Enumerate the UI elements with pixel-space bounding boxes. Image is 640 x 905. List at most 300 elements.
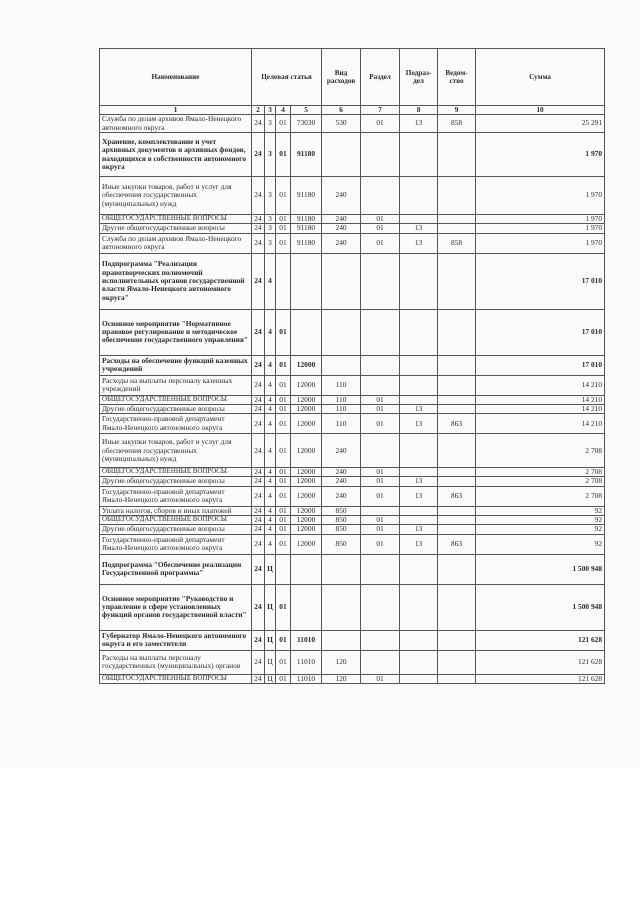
- expense-type-cell: [322, 554, 361, 584]
- row-name-cell: ОБЩЕГОСУДАРСТВЕННЫЕ ВОПРОСЫ: [100, 516, 252, 525]
- code-event-cell: 01: [276, 477, 291, 486]
- department-cell: [438, 477, 476, 486]
- expense-type-cell: 850: [322, 534, 361, 554]
- row-name-cell: Другие общегосударственные вопросы: [100, 525, 252, 534]
- expense-type-cell: [322, 630, 361, 650]
- section-cell: 01: [361, 477, 400, 486]
- department-cell: [438, 630, 476, 650]
- code-program-cell: 24: [252, 584, 265, 630]
- code-event-cell: 01: [276, 395, 291, 404]
- table-row: [100, 133, 605, 177]
- expense-type-cell: 850: [322, 506, 361, 515]
- expense-type-cell: 110: [322, 404, 361, 413]
- sum-cell: 121 628: [476, 650, 605, 674]
- table-row: [100, 253, 605, 309]
- code-subprogram-cell: 4: [265, 486, 276, 506]
- table-row: [100, 177, 605, 215]
- department-cell: [438, 525, 476, 534]
- expense-type-cell: 240: [322, 177, 361, 215]
- sum-cell: 121 628: [476, 674, 605, 683]
- subsection-cell: 13: [400, 414, 438, 434]
- section-cell: 01: [361, 395, 400, 404]
- department-cell: [438, 133, 476, 177]
- code-subprogram-cell: 4: [265, 525, 276, 534]
- row-name-cell: Расходы на обеспечение функций казенных учреждений: [100, 355, 252, 375]
- department-cell: 863: [438, 414, 476, 434]
- subsection-cell: 13: [400, 224, 438, 233]
- subsection-cell: [400, 309, 438, 355]
- sum-cell: 17 010: [476, 253, 605, 309]
- code-subprogram-cell: 4: [265, 516, 276, 525]
- code-subprogram-cell: 4: [265, 477, 276, 486]
- row-name-cell: Служба по делам архивов Ямало-Ненецкого автономного округа: [100, 233, 252, 253]
- department-cell: 858: [438, 233, 476, 253]
- row-name-cell: Губернатор Ямало-Ненецкого автономного округа и его заместители: [100, 630, 252, 650]
- row-name-cell: Государственно-правовой департамент Ямало-Ненецкого автономного округа: [100, 534, 252, 554]
- code-event-cell: 01: [276, 224, 291, 233]
- sum-cell: 1 970: [476, 177, 605, 215]
- header-target-article: Целевая статья: [252, 49, 322, 106]
- department-cell: [438, 177, 476, 215]
- subsection-cell: [400, 554, 438, 584]
- code-program-cell: 24: [252, 224, 265, 233]
- subsection-cell: 13: [400, 477, 438, 486]
- table-row: [100, 486, 605, 506]
- code-program-cell: 24: [252, 177, 265, 215]
- code-event-cell: 01: [276, 506, 291, 515]
- section-cell: [361, 375, 400, 395]
- subsection-cell: 13: [400, 534, 438, 554]
- table-row: [100, 115, 605, 133]
- department-cell: [438, 253, 476, 309]
- row-name-cell: Расходы на выплаты персоналу казенных учреждений: [100, 375, 252, 395]
- expense-type-cell: [322, 253, 361, 309]
- section-cell: [361, 133, 400, 177]
- table-row: [100, 477, 605, 486]
- code-event-cell: 01: [276, 630, 291, 650]
- code-direction-cell: 12000: [291, 395, 322, 404]
- department-cell: 863: [438, 534, 476, 554]
- row-name-cell: ОБЩЕГОСУДАРСТВЕННЫЕ ВОПРОСЫ: [100, 215, 252, 224]
- table-row: [100, 375, 605, 395]
- subsection-cell: [400, 177, 438, 215]
- code-direction-cell: 12000: [291, 355, 322, 375]
- code-program-cell: 24: [252, 115, 265, 133]
- table-row: [100, 309, 605, 355]
- row-name-cell: Государственно-правовой департамент Ямало-Ненецкого автономного округа: [100, 486, 252, 506]
- header-sum: Сумма: [476, 49, 605, 106]
- sum-cell: 17 010: [476, 309, 605, 355]
- column-number: 10: [476, 106, 605, 115]
- code-event-cell: [276, 554, 291, 584]
- code-program-cell: 24: [252, 630, 265, 650]
- subsection-cell: [400, 516, 438, 525]
- code-direction-cell: 12000: [291, 434, 322, 468]
- subsection-cell: [400, 215, 438, 224]
- code-program-cell: 24: [252, 215, 265, 224]
- code-subprogram-cell: 3: [265, 215, 276, 224]
- sum-cell: 1 970: [476, 233, 605, 253]
- expense-type-cell: 850: [322, 525, 361, 534]
- code-direction-cell: 73030: [291, 115, 322, 133]
- department-cell: [438, 395, 476, 404]
- sum-cell: 1 970: [476, 224, 605, 233]
- code-subprogram-cell: Ц: [265, 650, 276, 674]
- code-direction-cell: 11010: [291, 630, 322, 650]
- code-event-cell: [276, 253, 291, 309]
- code-program-cell: 24: [252, 253, 265, 309]
- sum-cell: 14 210: [476, 375, 605, 395]
- section-cell: [361, 650, 400, 674]
- section-cell: 01: [361, 414, 400, 434]
- row-name-cell: Основное мероприятие "Нормативное правовое регулирование и методическое обеспечение государственного управления": [100, 309, 252, 355]
- section-cell: 01: [361, 486, 400, 506]
- subsection-cell: [400, 584, 438, 630]
- code-subprogram-cell: 4: [265, 375, 276, 395]
- expense-type-cell: 120: [322, 674, 361, 683]
- code-event-cell: 01: [276, 650, 291, 674]
- row-name-cell: Другие общегосударственные вопросы: [100, 404, 252, 413]
- row-name-cell: Государственно-правовой департамент Ямало-Ненецкого автономного округа: [100, 414, 252, 434]
- expense-type-cell: 850: [322, 516, 361, 525]
- column-number: 9: [438, 106, 476, 115]
- section-cell: 01: [361, 674, 400, 683]
- code-direction-cell: 91180: [291, 133, 322, 177]
- subsection-cell: 13: [400, 525, 438, 534]
- sum-cell: 92: [476, 516, 605, 525]
- section-cell: 01: [361, 534, 400, 554]
- table-body: [100, 115, 605, 684]
- code-direction-cell: 12000: [291, 477, 322, 486]
- row-name-cell: Хранение, комплектование и учет архивных документов и архивных фондов, находящихся в собственности автономного округа: [100, 133, 252, 177]
- section-cell: 01: [361, 115, 400, 133]
- code-subprogram-cell: Ц: [265, 554, 276, 584]
- row-name-cell: Иные закупки товаров, работ и услуг для обеспечения государственных (муниципальных) нужд: [100, 177, 252, 215]
- section-cell: 01: [361, 215, 400, 224]
- subsection-cell: [400, 395, 438, 404]
- code-event-cell: 01: [276, 434, 291, 468]
- section-cell: 01: [361, 468, 400, 477]
- row-name-cell: Подпрограмма "Обеспечение реализации Государственной программы": [100, 554, 252, 584]
- code-direction-cell: 91180: [291, 233, 322, 253]
- column-number: 8: [400, 106, 438, 115]
- subsection-cell: [400, 355, 438, 375]
- code-direction-cell: 12000: [291, 506, 322, 515]
- code-event-cell: 01: [276, 233, 291, 253]
- subsection-cell: [400, 133, 438, 177]
- table-row: [100, 584, 605, 630]
- table-row: [100, 355, 605, 375]
- subsection-cell: 13: [400, 233, 438, 253]
- row-name-cell: ОБЩЕГОСУДАРСТВЕННЫЕ ВОПРОСЫ: [100, 468, 252, 477]
- subsection-cell: [400, 650, 438, 674]
- code-direction-cell: [291, 584, 322, 630]
- subsection-cell: 13: [400, 486, 438, 506]
- code-program-cell: 24: [252, 309, 265, 355]
- code-program-cell: 24: [252, 133, 265, 177]
- subsection-cell: 13: [400, 404, 438, 413]
- section-cell: 01: [361, 404, 400, 413]
- subsection-cell: [400, 674, 438, 683]
- table-row: [100, 233, 605, 253]
- header-name: Наименование: [100, 49, 252, 106]
- row-name-cell: ОБЩЕГОСУДАРСТВЕННЫЕ ВОПРОСЫ: [100, 674, 252, 683]
- department-cell: [438, 674, 476, 683]
- code-subprogram-cell: 4: [265, 468, 276, 477]
- sum-cell: 14 210: [476, 404, 605, 413]
- code-subprogram-cell: 4: [265, 355, 276, 375]
- expense-type-cell: [322, 133, 361, 177]
- subsection-cell: [400, 630, 438, 650]
- code-direction-cell: 12000: [291, 525, 322, 534]
- column-number: 1: [100, 106, 252, 115]
- column-number: 5: [291, 106, 322, 115]
- code-direction-cell: 12000: [291, 375, 322, 395]
- expense-type-cell: 110: [322, 395, 361, 404]
- department-cell: [438, 468, 476, 477]
- subsection-cell: [400, 506, 438, 515]
- code-program-cell: 24: [252, 355, 265, 375]
- code-event-cell: 01: [276, 177, 291, 215]
- column-number: 7: [361, 106, 400, 115]
- code-subprogram-cell: 4: [265, 434, 276, 468]
- code-direction-cell: 12000: [291, 486, 322, 506]
- sum-cell: 25 291: [476, 115, 605, 133]
- table-row: [100, 215, 605, 224]
- subsection-cell: [400, 434, 438, 468]
- expense-type-cell: 240: [322, 233, 361, 253]
- row-name-cell: Подпрограмма "Реализация правотворческих полномочий исполнительных органов государственной власти Ямало-Ненецкого автономного округа": [100, 253, 252, 309]
- department-cell: [438, 404, 476, 413]
- expense-type-cell: 240: [322, 468, 361, 477]
- code-direction-cell: 91180: [291, 224, 322, 233]
- subsection-cell: [400, 253, 438, 309]
- expense-type-cell: 110: [322, 375, 361, 395]
- sum-cell: 1 970: [476, 133, 605, 177]
- sum-cell: 17 010: [476, 355, 605, 375]
- section-cell: 01: [361, 516, 400, 525]
- section-cell: 01: [361, 233, 400, 253]
- sum-cell: 121 628: [476, 630, 605, 650]
- code-direction-cell: 12000: [291, 534, 322, 554]
- code-direction-cell: [291, 309, 322, 355]
- code-event-cell: 01: [276, 375, 291, 395]
- code-subprogram-cell: 4: [265, 404, 276, 413]
- code-event-cell: 01: [276, 486, 291, 506]
- column-number: 3: [265, 106, 276, 115]
- section-cell: [361, 506, 400, 515]
- code-subprogram-cell: 3: [265, 177, 276, 215]
- code-event-cell: 01: [276, 309, 291, 355]
- code-program-cell: 24: [252, 650, 265, 674]
- table-row: [100, 674, 605, 683]
- table-row: [100, 630, 605, 650]
- code-program-cell: 24: [252, 468, 265, 477]
- code-event-cell: 01: [276, 674, 291, 683]
- department-cell: [438, 554, 476, 584]
- header-section: Раздел: [361, 49, 400, 106]
- code-event-cell: 01: [276, 516, 291, 525]
- code-subprogram-cell: Ц: [265, 630, 276, 650]
- table-row: [100, 650, 605, 674]
- table-header-row: [100, 49, 605, 106]
- row-name-cell: Расходы на выплаты персоналу государственных (муниципальных) органов: [100, 650, 252, 674]
- code-direction-cell: 12000: [291, 404, 322, 413]
- row-name-cell: Служба по делам архивов Ямало-Ненецкого автономного округа: [100, 115, 252, 133]
- code-direction-cell: [291, 554, 322, 584]
- expense-type-cell: 120: [322, 650, 361, 674]
- table-row: [100, 525, 605, 534]
- code-event-cell: 01: [276, 534, 291, 554]
- code-subprogram-cell: Ц: [265, 674, 276, 683]
- table-row: [100, 434, 605, 468]
- sum-cell: 1 970: [476, 215, 605, 224]
- expense-type-cell: [322, 355, 361, 375]
- expense-type-cell: 240: [322, 224, 361, 233]
- sum-cell: 1 500 948: [476, 554, 605, 584]
- code-subprogram-cell: 4: [265, 414, 276, 434]
- section-cell: [361, 434, 400, 468]
- code-subprogram-cell: 4: [265, 253, 276, 309]
- code-direction-cell: 91180: [291, 215, 322, 224]
- department-cell: [438, 224, 476, 233]
- sum-cell: 14 210: [476, 414, 605, 434]
- code-direction-cell: 11010: [291, 650, 322, 674]
- code-event-cell: 01: [276, 355, 291, 375]
- section-cell: 01: [361, 224, 400, 233]
- code-program-cell: 24: [252, 375, 265, 395]
- department-cell: [438, 516, 476, 525]
- section-cell: [361, 177, 400, 215]
- code-event-cell: 01: [276, 584, 291, 630]
- table-row: [100, 468, 605, 477]
- expense-type-cell: 110: [322, 414, 361, 434]
- section-cell: [361, 309, 400, 355]
- expense-type-cell: 240: [322, 215, 361, 224]
- table-row: [100, 554, 605, 584]
- code-program-cell: 24: [252, 506, 265, 515]
- subsection-cell: 13: [400, 115, 438, 133]
- department-cell: 858: [438, 115, 476, 133]
- code-subprogram-cell: 3: [265, 133, 276, 177]
- code-direction-cell: [291, 253, 322, 309]
- code-program-cell: 24: [252, 486, 265, 506]
- department-cell: [438, 375, 476, 395]
- sum-cell: 92: [476, 506, 605, 515]
- department-cell: [438, 584, 476, 630]
- department-cell: 863: [438, 486, 476, 506]
- column-number: 2: [252, 106, 265, 115]
- column-number: 4: [276, 106, 291, 115]
- code-program-cell: 24: [252, 434, 265, 468]
- code-event-cell: 01: [276, 468, 291, 477]
- code-subprogram-cell: 4: [265, 534, 276, 554]
- expense-type-cell: [322, 309, 361, 355]
- table-row: [100, 516, 605, 525]
- code-direction-cell: 12000: [291, 414, 322, 434]
- code-event-cell: 01: [276, 133, 291, 177]
- code-program-cell: 24: [252, 525, 265, 534]
- department-cell: [438, 355, 476, 375]
- code-subprogram-cell: 4: [265, 395, 276, 404]
- code-subprogram-cell: 3: [265, 115, 276, 133]
- row-name-cell: Другие общегосударственные вопросы: [100, 224, 252, 233]
- sum-cell: 1 500 948: [476, 584, 605, 630]
- code-subprogram-cell: Ц: [265, 584, 276, 630]
- section-cell: 01: [361, 525, 400, 534]
- sum-cell: 2 708: [476, 434, 605, 468]
- section-cell: [361, 630, 400, 650]
- section-cell: [361, 355, 400, 375]
- header-expense-type: Вид расходов: [322, 49, 361, 106]
- code-program-cell: 24: [252, 674, 265, 683]
- code-program-cell: 24: [252, 534, 265, 554]
- code-direction-cell: 11010: [291, 674, 322, 683]
- expense-type-cell: 240: [322, 434, 361, 468]
- header-subsection: Подраз-дел: [400, 49, 438, 106]
- sum-cell: 2 708: [476, 477, 605, 486]
- code-subprogram-cell: 4: [265, 506, 276, 515]
- department-cell: [438, 309, 476, 355]
- table-row: [100, 395, 605, 404]
- code-subprogram-cell: 4: [265, 309, 276, 355]
- sum-cell: 92: [476, 525, 605, 534]
- budget-table: [99, 48, 605, 684]
- row-name-cell: Иные закупки товаров, работ и услуг для обеспечения государственных (муниципальных) нужд: [100, 434, 252, 468]
- section-cell: [361, 554, 400, 584]
- row-name-cell: Уплата налогов, сборов и иных платежей: [100, 506, 252, 515]
- department-cell: [438, 434, 476, 468]
- code-event-cell: 01: [276, 525, 291, 534]
- section-cell: [361, 584, 400, 630]
- code-program-cell: 24: [252, 233, 265, 253]
- expense-type-cell: [322, 584, 361, 630]
- code-event-cell: 01: [276, 215, 291, 224]
- column-number-row: [100, 106, 605, 115]
- expense-type-cell: 530: [322, 115, 361, 133]
- table-row: [100, 534, 605, 554]
- subsection-cell: [400, 375, 438, 395]
- code-direction-cell: 91180: [291, 177, 322, 215]
- row-name-cell: ОБЩЕГОСУДАРСТВЕННЫЕ ВОПРОСЫ: [100, 395, 252, 404]
- sum-cell: 92: [476, 534, 605, 554]
- code-event-cell: 01: [276, 115, 291, 133]
- code-program-cell: 24: [252, 516, 265, 525]
- blank-area: [0, 768, 640, 905]
- sum-cell: 2 708: [476, 468, 605, 477]
- row-name-cell: Основное мероприятие "Руководство и управление в сфере установленных функций органов государственной власти": [100, 584, 252, 630]
- department-cell: [438, 650, 476, 674]
- sum-cell: 2 708: [476, 486, 605, 506]
- column-number: 6: [322, 106, 361, 115]
- sum-cell: 14 210: [476, 395, 605, 404]
- code-program-cell: 24: [252, 404, 265, 413]
- code-program-cell: 24: [252, 414, 265, 434]
- subsection-cell: [400, 468, 438, 477]
- code-event-cell: 01: [276, 414, 291, 434]
- code-program-cell: 24: [252, 477, 265, 486]
- code-program-cell: 24: [252, 395, 265, 404]
- section-cell: [361, 253, 400, 309]
- code-direction-cell: 12000: [291, 468, 322, 477]
- code-direction-cell: 12000: [291, 516, 322, 525]
- table-row: [100, 404, 605, 413]
- expense-type-cell: 240: [322, 486, 361, 506]
- header-department: Ведом-ство: [438, 49, 476, 106]
- table-row: [100, 506, 605, 515]
- row-name-cell: Другие общегосударственные вопросы: [100, 477, 252, 486]
- code-program-cell: 24: [252, 554, 265, 584]
